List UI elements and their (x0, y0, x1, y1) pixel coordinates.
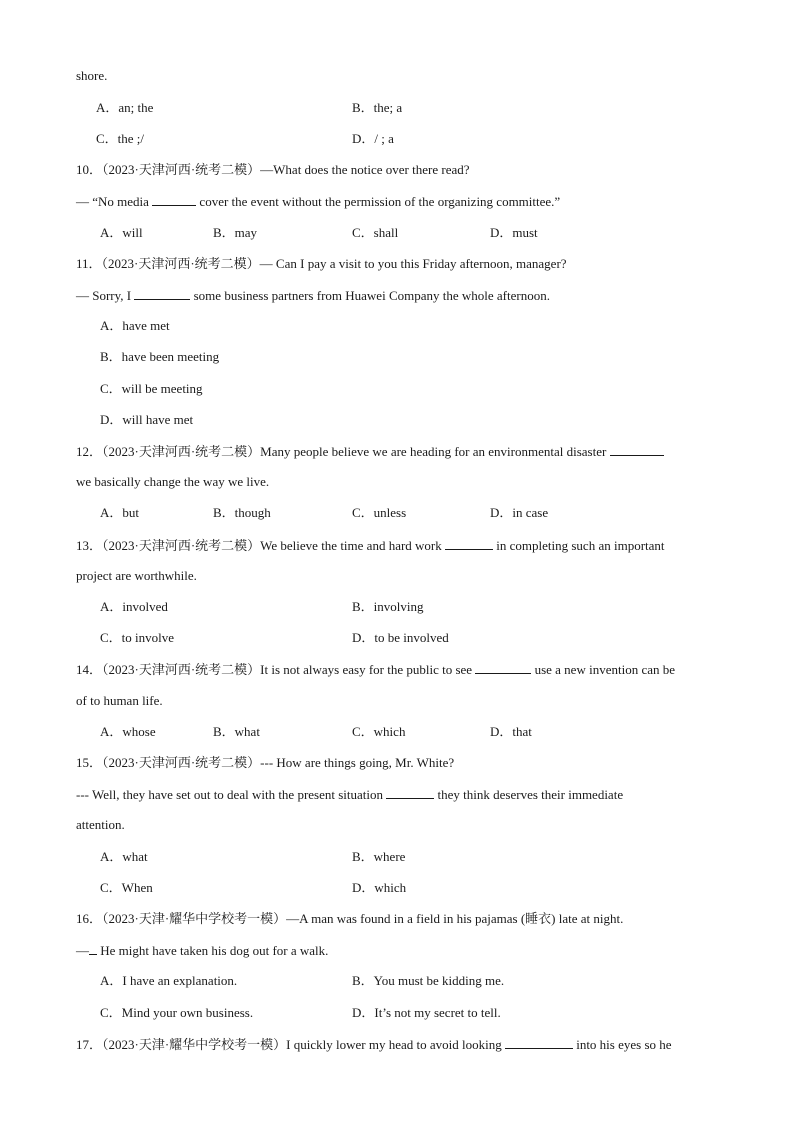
q16-text-before-blank: — (76, 943, 89, 958)
q13-option-d: D．to be involved (352, 630, 449, 645)
q10-option-d: D．must (490, 225, 538, 240)
answer-blank (610, 443, 664, 456)
q14-text-after-blank: use a new invention can be (534, 662, 676, 677)
q15-text-after-blank: they think deserves their immediate (437, 787, 624, 802)
q12-stem (76, 443, 664, 460)
answer-blank (152, 193, 196, 206)
q10-stem-line2 (76, 193, 560, 210)
q9-option-d: D．/ ; a (352, 131, 394, 146)
q10-stem: 10．（2023·天津河西·统考二模）—What does the notice over there read? (76, 162, 470, 177)
q10-text-before-blank: — “No media (76, 194, 149, 209)
q16-option-d: D．It’s not my secret to tell. (352, 1005, 501, 1020)
q16-option-a: A．I have an explanation. (100, 973, 238, 988)
q14-option-b: B．what (213, 724, 260, 739)
q16-stem-line2 (76, 942, 328, 959)
q12-stem-line2: we basically change the way we live. (76, 474, 270, 489)
q15-stem-line3: attention. (76, 817, 125, 832)
q14-stem (76, 661, 675, 678)
q14-text-before-blank: 14．（2023·天津河西·统考二模）It is not always easy for the public to see (76, 662, 473, 677)
q11-text-before-blank: — Sorry, I (76, 288, 132, 303)
q14-option-c: C．which (352, 724, 406, 739)
q10-text-after-blank: cover the event without the permission of the organizing committee.” (199, 194, 561, 209)
answer-blank (505, 1036, 573, 1049)
q11-option-c: C．will be meeting (100, 381, 203, 396)
q14-stem-line2: of to human life. (76, 693, 163, 708)
q17-text-before-blank: 17．（2023·天津·耀华中学校考一模）I quickly lower my head to avoid looking (76, 1037, 502, 1052)
q16-option-c: C．Mind your own business. (100, 1005, 254, 1020)
q13-option-c: C．to involve (100, 630, 175, 645)
q15-stem: 15．（2023·天津河西·统考二模）--- How are things going, Mr. White? (76, 755, 455, 770)
q12-text-before-blank: 12．（2023·天津河西·统考二模）Many people believe we are heading for an environmental disaster (76, 444, 607, 459)
q11-text-after-blank: some business partners from Huawei Company the whole afternoon. (193, 288, 550, 303)
q13-stem-line2: project are worthwhile. (76, 568, 197, 583)
q14-option-a: A．whose (100, 724, 156, 739)
q12-option-b: B．though (213, 505, 271, 520)
q9-option-b: B．the; a (352, 100, 403, 115)
answer-blank (134, 287, 190, 300)
q15-stem-line2 (76, 786, 623, 803)
q14-option-d: D．that (490, 724, 532, 739)
q17-text-after-blank: into his eyes so he (576, 1037, 672, 1052)
q16-option-b: B．You must be kidding me. (352, 973, 505, 988)
q12-option-a: A．but (100, 505, 140, 520)
q15-option-b: B．where (352, 849, 406, 864)
q10-option-b: B．may (213, 225, 258, 240)
q15-option-c: C．When (100, 880, 153, 895)
q13-option-b: B．involving (352, 599, 424, 614)
q13-stem (76, 537, 665, 554)
answer-blank (89, 942, 97, 955)
q10-option-c: C．shall (352, 225, 399, 240)
q11-option-b: B．have been meeting (100, 349, 220, 364)
question-9-stem-end: shore. (76, 68, 108, 83)
q11-option-d: D．will have met (100, 412, 194, 427)
q11-stem-line2 (76, 287, 550, 304)
q11-stem: 11．（2023·天津河西·统考二模）— Can I pay a visit to you this Friday afternoon, manager? (76, 256, 567, 271)
q16-text-after-blank: He might have taken his dog out for a walk. (100, 943, 329, 958)
q13-option-a: A．involved (100, 599, 168, 614)
q9-option-a: A．an; the (96, 100, 154, 115)
q12-option-c: C．unless (352, 505, 407, 520)
q15-option-d: D．which (352, 880, 407, 895)
q9-option-c: C．the ;/ (96, 131, 145, 146)
q10-option-a: A．will (100, 225, 143, 240)
q13-text-after-blank: in completing such an important (496, 538, 665, 553)
q17-stem (76, 1036, 672, 1053)
q15-text-before-blank: --- Well, they have set out to deal with the present situation (76, 787, 384, 802)
answer-blank (386, 786, 434, 799)
answer-blank (445, 537, 493, 550)
q16-stem: 16．（2023·天津·耀华中学校考一模）—A man was found in a field in his pajamas (睡衣) late at night. (76, 911, 624, 926)
q12-option-d: D．in case (490, 505, 549, 520)
q11-option-a: A．have met (100, 318, 170, 333)
answer-blank (475, 661, 531, 674)
q15-option-a: A．what (100, 849, 148, 864)
q13-text-before-blank: 13．（2023·天津河西·统考二模）We believe the time and hard work (76, 538, 442, 553)
